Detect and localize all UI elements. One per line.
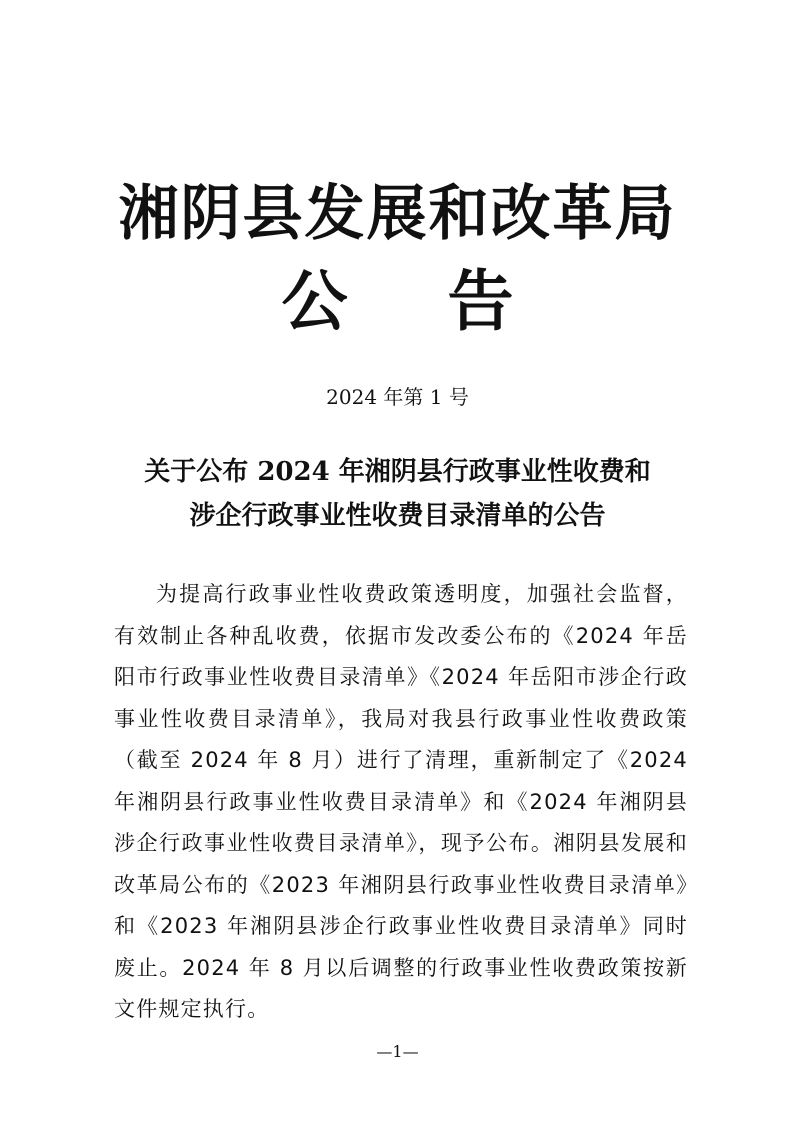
issuing-organization-heading: 湘阴县发展和改革局 bbox=[118, 179, 677, 249]
announcement-body-paragraph: 为提高行政事业性收费政策透明度，加强社会监督，有效制止各种乱收费，依据市发改委公布的《2024 年岳阳市行政事业性收费目录清单》《2024 年岳阳市涉企行政事业性收费目录清单》，我局对我县行政事业性收费政策（截至 2024 年 8 月）进行了清理，重新制定了《2024 年湘阴县行政事业性收费目录清单》和《2024 年湘阴县涉企行政事业性收费目录清单》，现予公布。湘阴县发展和改革局公布的《2023 年湘阴县行政事业性收费目录清单》和《2023 年湘阴县涉企行政事业性收费目录清单》同时废止。2024 年 8 月以后调整的行政事业性收费政策按新文件规定执行。 bbox=[114, 582, 688, 1021]
page-number: —1— bbox=[376, 1042, 419, 1061]
announcement-title bbox=[0, 450, 795, 538]
announcement-title-line-2: 涉企行政事业性收费目录清单的公告 bbox=[189, 501, 606, 531]
announcement-title-line-1: 关于公布 2024 年湘阴县行政事业性收费和 bbox=[144, 457, 651, 487]
document-number: 2024 年第 1 号 bbox=[326, 385, 469, 409]
document-type-heading: 公告 bbox=[281, 263, 614, 340]
